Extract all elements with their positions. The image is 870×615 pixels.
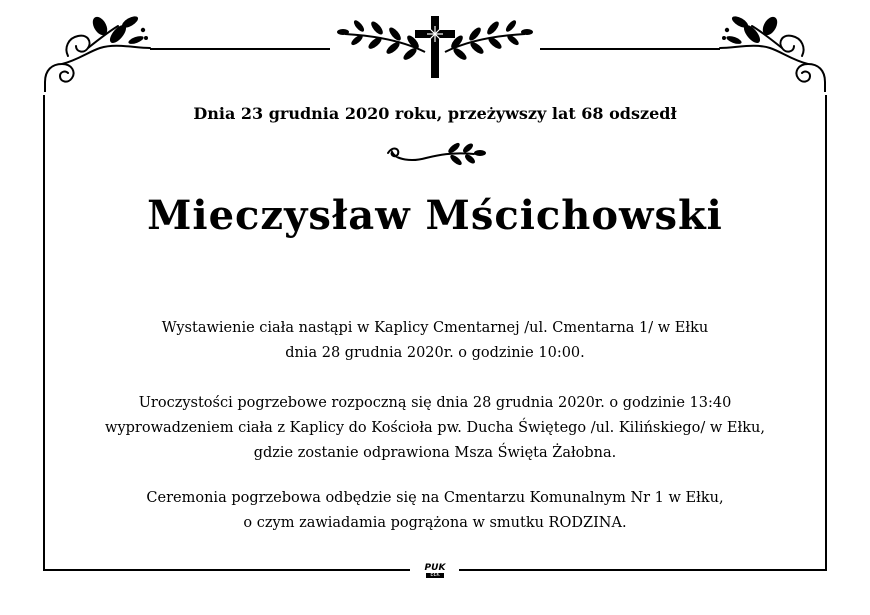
death-date-headline: Dnia 23 grudnia 2020 roku, przeżywszy lat 68 odszedł	[193, 104, 677, 123]
deceased-name: Mieczysław Mścichowski	[147, 192, 723, 239]
paragraph-line: o czym zawiadamia pogrążona w smutku RODZINA.	[243, 515, 627, 531]
paragraph-line: gdzie zostanie odprawiona Msza Święta Żałobna.	[253, 445, 617, 461]
frame-bottom-border-right	[459, 569, 827, 571]
leaf-divider-icon	[382, 140, 488, 170]
burial-paragraph	[60, 486, 810, 536]
top-rule-right	[540, 48, 720, 50]
logo-sub-text: EŁK	[426, 573, 444, 578]
frame-left-border	[43, 95, 45, 571]
paragraph-line: Uroczystości pogrzebowe rozpoczną się dnia 28 grudnia 2020r. o godzinie 13:40	[138, 395, 732, 411]
frame-right-border	[825, 95, 827, 571]
puk-logo	[416, 563, 454, 578]
viewing-paragraph	[60, 316, 810, 366]
corner-flourish-left-icon	[38, 12, 158, 92]
paragraph-line: wyprowadzeniem ciała z Kaplicy do Kościoła pw. Ducha Świętego /ul. Kilińskiego/ w Ełku,	[105, 420, 765, 436]
cross-icon	[335, 12, 535, 82]
frame-bottom-border-left	[43, 569, 410, 571]
top-rule-left	[150, 48, 330, 50]
corner-flourish-right-icon	[712, 12, 832, 92]
logo-main-text: PUK	[424, 563, 446, 573]
paragraph-line: Ceremonia pogrzebowa odbędzie się na Cmentarzu Komunalnym Nr 1 w Ełku,	[146, 490, 724, 506]
paragraph-line: Wystawienie ciała nastąpi w Kaplicy Cmentarnej /ul. Cmentarna 1/ w Ełku	[161, 320, 709, 336]
paragraph-line: dnia 28 grudnia 2020r. o godzinie 10:00.	[285, 345, 585, 361]
ceremony-paragraph	[60, 391, 810, 466]
